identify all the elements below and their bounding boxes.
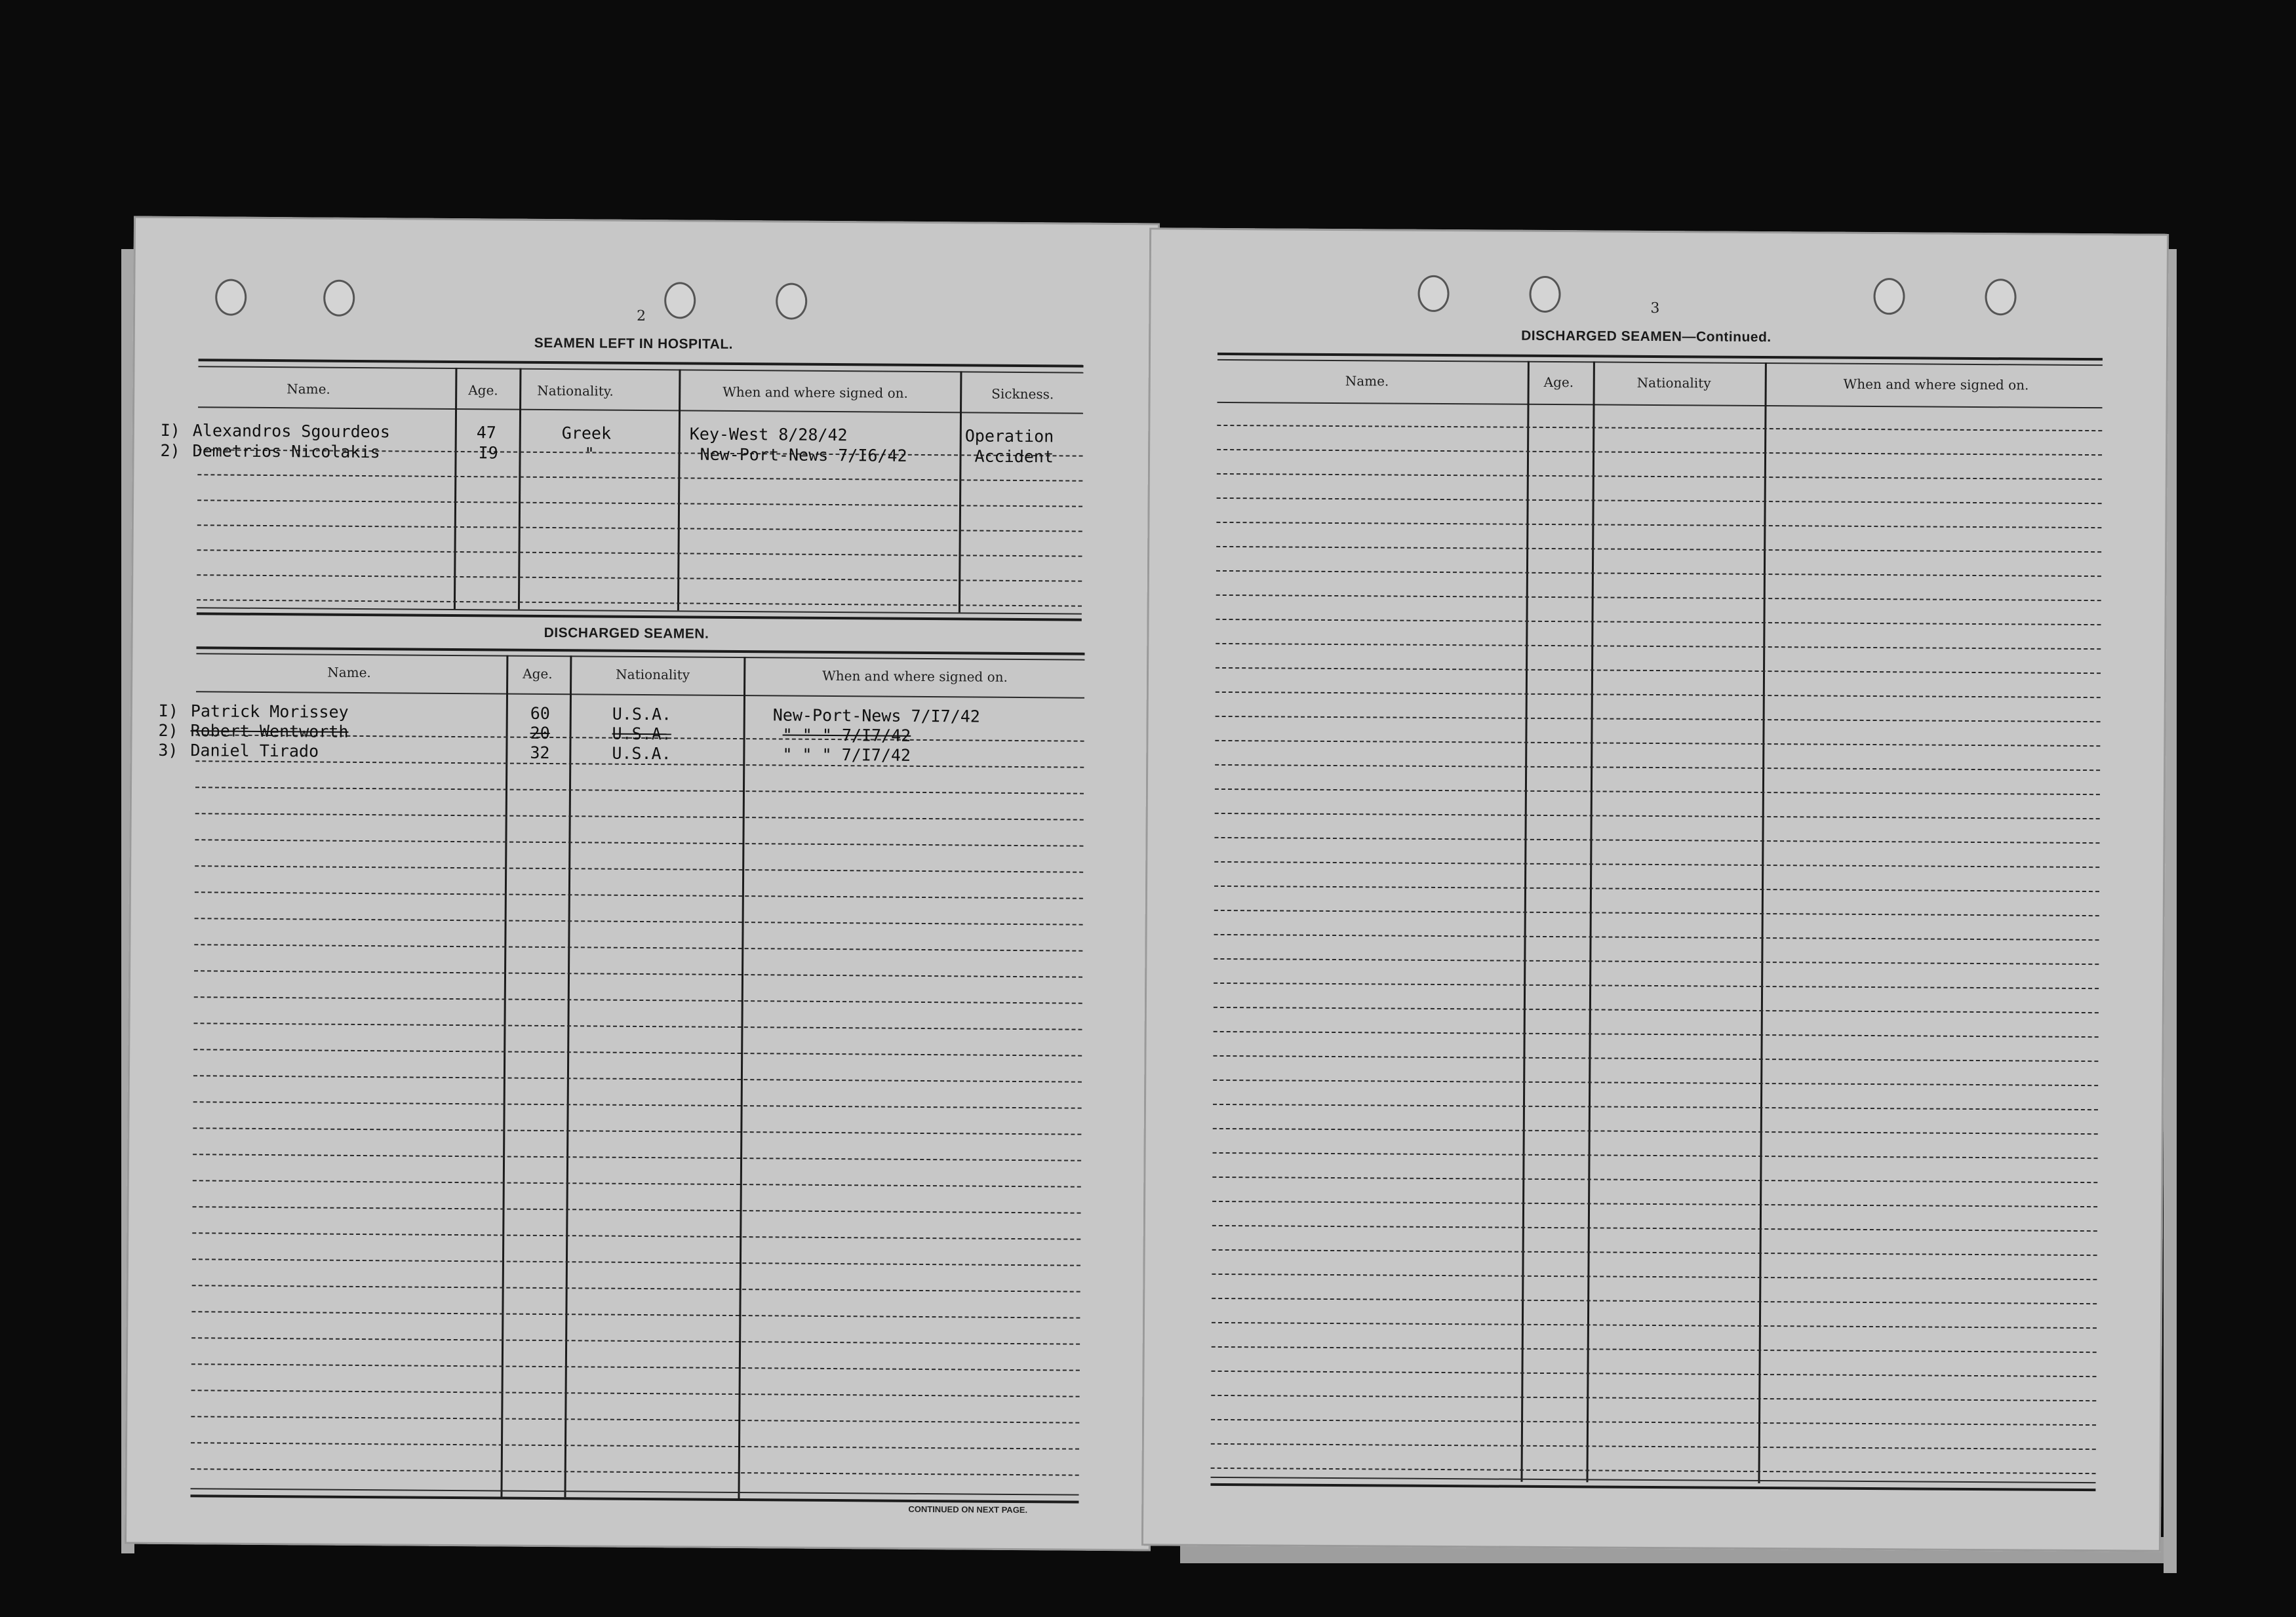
table-rule xyxy=(191,1488,1079,1495)
signed-on: New-Port-News 7/I6/42 xyxy=(700,444,907,465)
ruled-line xyxy=(191,1442,1079,1449)
row-index: 3) xyxy=(158,740,178,760)
ruled-line xyxy=(194,970,1082,977)
page-number: 2 xyxy=(636,307,646,325)
ruled-line xyxy=(1214,1007,2099,1013)
ruled-line xyxy=(195,891,1083,899)
ruled-line xyxy=(1212,1346,2097,1353)
ruled-line xyxy=(1212,1249,2097,1256)
right-page xyxy=(1141,227,2169,1551)
col-header-signed-on: When and where signed on. xyxy=(722,383,909,401)
ruled-line xyxy=(1211,1419,2096,1426)
ruled-line xyxy=(193,1206,1081,1213)
ruled-line xyxy=(1214,958,2099,965)
left-page xyxy=(125,216,1160,1551)
ruled-lines xyxy=(1149,227,2169,233)
seaman-name: Daniel Tirado xyxy=(190,741,319,761)
table-rule xyxy=(198,406,1083,414)
ruled-line xyxy=(1216,594,2101,601)
ruled-line xyxy=(1211,1371,2096,1377)
ruled-line xyxy=(193,1154,1081,1161)
ruled-line xyxy=(1212,1201,2097,1207)
ruled-line xyxy=(194,996,1082,1003)
ruled-line xyxy=(197,549,1082,556)
discharged-continued-title: DISCHARGED SEAMEN—Continued. xyxy=(1521,328,1771,345)
ruled-line xyxy=(1213,1080,2098,1086)
col-header-age: Age. xyxy=(468,382,498,399)
seaman-age: I9 xyxy=(478,443,498,463)
ruled-line xyxy=(191,1390,1080,1397)
sickness: Operation xyxy=(964,426,1054,446)
ruled-line xyxy=(1214,1031,2099,1038)
ruled-line xyxy=(1212,1274,2097,1280)
ruled-line xyxy=(1216,619,2101,625)
ruled-line xyxy=(195,813,1084,820)
ruled-line xyxy=(193,1180,1081,1187)
ruled-line xyxy=(195,787,1084,794)
signed-on: " " " 7/I7/42 xyxy=(782,725,911,745)
ruled-line xyxy=(1213,1104,2098,1110)
ruled-line xyxy=(1214,886,2099,892)
col-header-signed-on: When and where signed on. xyxy=(1843,376,2029,393)
ruled-line xyxy=(1212,1177,2097,1183)
ruled-line xyxy=(1217,473,2102,480)
seaman-nationality: U.S.A. xyxy=(612,704,672,724)
column-divider xyxy=(564,655,572,1497)
ruled-line xyxy=(1211,1443,2096,1450)
ruled-line xyxy=(191,1363,1080,1371)
col-header-nationality: Nationality xyxy=(1636,374,1711,391)
ruled-line xyxy=(1211,1395,2096,1401)
ruled-line xyxy=(1216,546,2101,553)
ruled-line xyxy=(1216,692,2101,698)
ruled-line xyxy=(195,865,1083,872)
table-rule xyxy=(1217,359,2103,366)
col-header-name: Name. xyxy=(1345,373,1389,389)
seaman-name: Patrick Morissey xyxy=(190,701,349,722)
ruled-line xyxy=(194,944,1082,951)
ruled-line xyxy=(1214,861,2099,868)
ruled-line xyxy=(1213,1128,2098,1135)
seaman-age: 47 xyxy=(476,423,497,442)
punch-hole xyxy=(1985,279,2016,315)
ruled-line xyxy=(197,499,1082,507)
page-number: 3 xyxy=(1650,300,1660,317)
signed-on: " " " 7/I7/42 xyxy=(782,745,911,765)
ruled-line xyxy=(1215,764,2100,771)
ruled-line xyxy=(193,1023,1082,1030)
hospital-section-title: SEAMEN LEFT IN HOSPITAL. xyxy=(534,335,734,352)
seaman-nationality: Greek xyxy=(561,423,612,443)
col-header-age: Age. xyxy=(523,665,553,682)
ruled-line xyxy=(1215,740,2100,747)
signed-on: New-Port-News 7/I7/42 xyxy=(772,705,980,726)
ruled-line xyxy=(1217,425,2102,431)
ruled-line xyxy=(191,1416,1079,1423)
table-rule xyxy=(196,691,1084,698)
col-header-name: Name. xyxy=(287,381,330,397)
ruled-line xyxy=(193,1075,1082,1082)
row-index: I) xyxy=(158,701,179,721)
ruled-line xyxy=(1216,643,2101,650)
punch-hole xyxy=(215,279,247,315)
ruled-line xyxy=(1213,1152,2098,1159)
ruled-line xyxy=(192,1258,1080,1266)
ruled-line xyxy=(191,1337,1080,1344)
ruled-line xyxy=(1215,789,2100,795)
ruled-line xyxy=(1214,934,2099,941)
table-rule xyxy=(198,366,1083,373)
seaman-nationality: U.S.A. xyxy=(612,743,671,764)
ruled-line xyxy=(1213,1055,2098,1062)
ruled-lines xyxy=(134,216,1160,224)
ruled-line xyxy=(1216,667,2101,674)
column-divider xyxy=(738,657,745,1498)
ruled-line xyxy=(195,839,1083,846)
ruled-line xyxy=(1211,1468,2096,1474)
seaman-nationality: U.S.A. xyxy=(612,724,672,744)
punch-hole xyxy=(776,282,807,319)
table-rule xyxy=(190,1494,1079,1503)
seaman-name: Robert Wentworth xyxy=(190,721,349,741)
row-index: 2) xyxy=(160,440,180,461)
seaman-age: 60 xyxy=(530,703,551,724)
column-divider xyxy=(677,369,681,610)
column-divider xyxy=(454,368,458,609)
continued-note: CONTINUED ON NEXT PAGE. xyxy=(908,1504,1028,1515)
table-rule xyxy=(1217,402,2103,408)
seaman-age: 32 xyxy=(530,743,550,763)
col-header-signed-on: When and where signed on. xyxy=(822,667,1008,685)
seaman-name: Demetrios Nicolakis xyxy=(192,441,380,462)
ruled-line xyxy=(191,1468,1079,1475)
ruled-line xyxy=(1216,522,2101,528)
col-header-sickness: Sickness. xyxy=(991,385,1054,402)
signed-on: Key-West 8/28/42 xyxy=(689,424,848,445)
seaman-nationality: " xyxy=(584,444,595,463)
ruled-line xyxy=(1214,837,2099,844)
ruled-line xyxy=(193,1101,1082,1108)
ruled-line xyxy=(192,1285,1080,1292)
sickness: Accident xyxy=(974,446,1054,467)
ruled-line xyxy=(1212,1225,2097,1232)
punch-hole xyxy=(323,280,355,317)
row-index: I) xyxy=(160,420,181,440)
seaman-age: 20 xyxy=(530,723,550,743)
punch-hole xyxy=(1873,278,1905,315)
ruled-line xyxy=(1216,716,2101,722)
column-divider xyxy=(518,368,522,610)
col-header-nationality: Nationality xyxy=(616,666,690,683)
table-rule xyxy=(1211,1477,2096,1483)
col-header-name: Name. xyxy=(327,664,371,681)
ruled-line xyxy=(197,524,1082,532)
ruled-line xyxy=(1217,497,2102,504)
ruled-line xyxy=(197,599,1082,606)
ruled-line xyxy=(193,1049,1082,1056)
row-index: 2) xyxy=(158,720,178,741)
column-divider xyxy=(500,655,508,1497)
ruled-line xyxy=(1212,1322,2097,1329)
punch-hole xyxy=(664,282,696,319)
discharged-section-title: DISCHARGED SEAMEN. xyxy=(544,625,709,642)
ruled-line xyxy=(1215,813,2100,819)
ruled-line xyxy=(191,1311,1080,1318)
ruled-line xyxy=(193,1127,1081,1135)
column-divider xyxy=(1520,361,1529,1482)
ruled-line xyxy=(192,1232,1080,1239)
punch-hole xyxy=(1529,276,1560,313)
ruled-line xyxy=(197,574,1082,581)
table-rule xyxy=(1210,1483,2095,1491)
ruled-line xyxy=(1216,570,2101,577)
ruled-line xyxy=(195,918,1083,925)
ruled-line xyxy=(1217,449,2102,456)
column-divider xyxy=(959,371,962,612)
col-header-nationality: Nationality. xyxy=(537,382,614,399)
col-header-age: Age. xyxy=(1543,374,1574,391)
ruled-line xyxy=(197,474,1082,481)
column-divider xyxy=(1758,362,1766,1483)
ruled-line xyxy=(1214,983,2099,989)
table-rule xyxy=(199,359,1084,367)
ruled-line xyxy=(1212,1298,2097,1304)
ruled-line xyxy=(1214,910,2099,916)
seaman-name: Alexandros Sgourdeos xyxy=(192,421,390,442)
column-divider xyxy=(1586,361,1594,1482)
punch-hole xyxy=(1417,275,1449,312)
